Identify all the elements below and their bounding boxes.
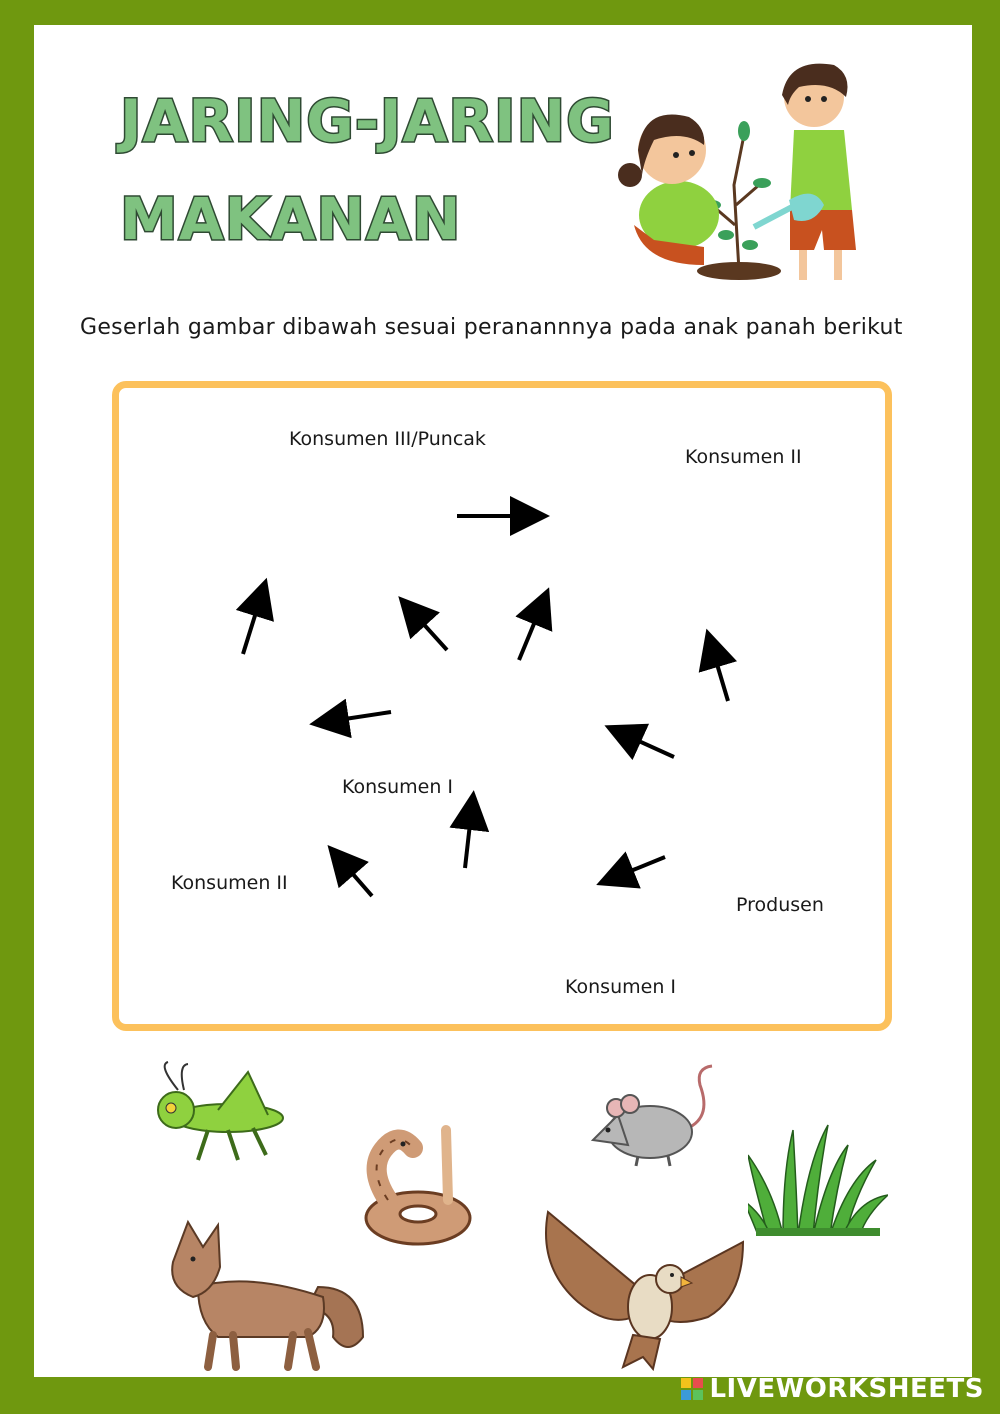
food-web-arrows bbox=[119, 388, 885, 1024]
grasshopper-image[interactable] bbox=[138, 1060, 288, 1170]
food-web-board bbox=[112, 381, 892, 1031]
arrow bbox=[711, 644, 728, 701]
arrow bbox=[619, 732, 674, 757]
arrow bbox=[465, 806, 472, 868]
label-konsumen-puncak: Konsumen III/Puncak bbox=[289, 428, 486, 450]
liveworksheets-brand-text: LIVEWORKSHEETS bbox=[709, 1374, 984, 1404]
snake-image[interactable] bbox=[358, 1120, 478, 1250]
liveworksheets-logo bbox=[681, 1374, 984, 1404]
worksheet-page bbox=[34, 25, 972, 1377]
arrow bbox=[611, 857, 665, 879]
arrow bbox=[519, 602, 543, 660]
page-title-line-2: MAKANAN bbox=[120, 185, 462, 253]
instruction-text: Geserlah gambar dibawah sesuai peranannnya pada anak panah berikut bbox=[80, 315, 903, 340]
arrow bbox=[325, 712, 391, 722]
arrow bbox=[243, 593, 262, 654]
mouse-image[interactable] bbox=[588, 1060, 718, 1170]
arrow bbox=[409, 608, 447, 650]
hawk-image[interactable] bbox=[538, 1207, 748, 1372]
label-konsumen-2-left: Konsumen II bbox=[171, 872, 288, 894]
label-konsumen-2-top: Konsumen II bbox=[685, 446, 802, 468]
page-title: JARING-JARING bbox=[120, 87, 615, 155]
arrow bbox=[338, 857, 372, 896]
label-konsumen-1-mid: Konsumen I bbox=[342, 776, 454, 798]
liveworksheets-logo-icon bbox=[681, 1378, 703, 1400]
label-konsumen-1-bottom: Konsumen I bbox=[565, 976, 677, 998]
grass-image[interactable] bbox=[748, 1120, 888, 1240]
label-produsen: Produsen bbox=[736, 894, 824, 916]
children-planting-illustration bbox=[594, 35, 894, 285]
fox-image[interactable] bbox=[158, 1217, 368, 1377]
